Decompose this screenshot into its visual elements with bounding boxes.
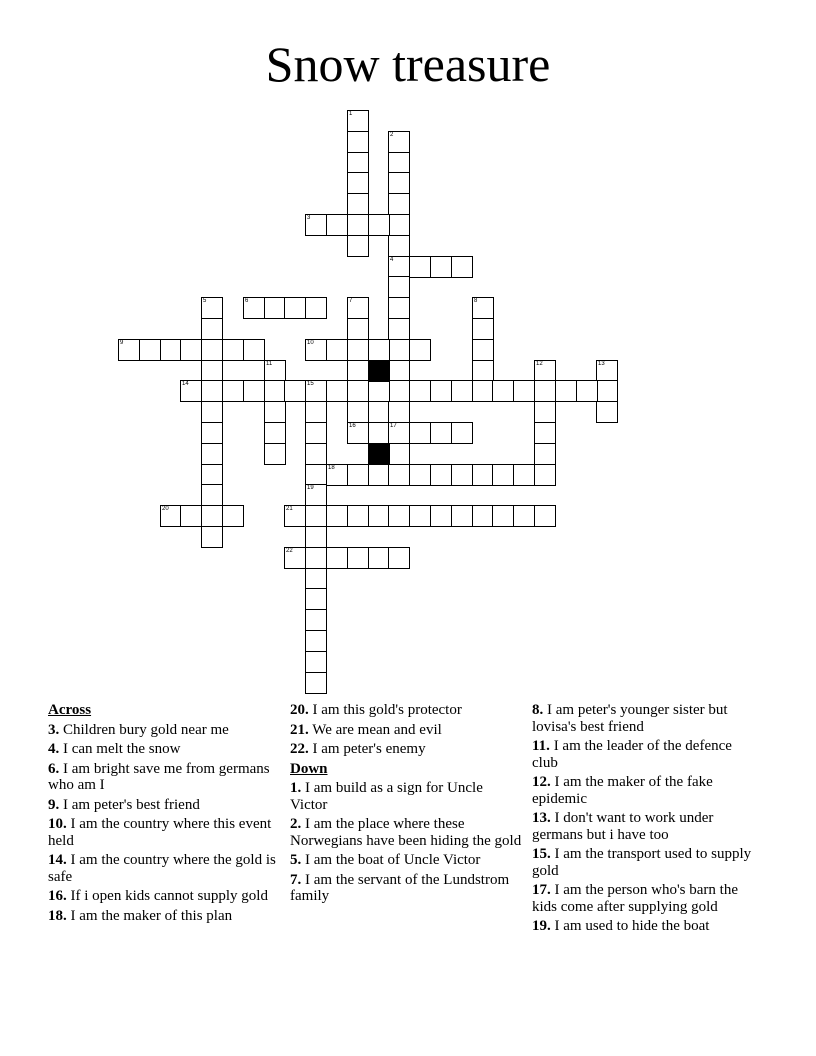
grid-cell[interactable] bbox=[305, 422, 327, 444]
grid-cell[interactable] bbox=[201, 339, 223, 361]
grid-cell[interactable] bbox=[388, 276, 410, 298]
grid-cell[interactable] bbox=[409, 256, 431, 278]
grid-cell[interactable] bbox=[368, 547, 390, 569]
grid-cell[interactable] bbox=[472, 380, 494, 402]
grid-cell[interactable] bbox=[534, 505, 556, 527]
grid-cell[interactable] bbox=[201, 380, 223, 402]
cell-number: 20 bbox=[162, 506, 169, 512]
grid-cell[interactable] bbox=[596, 380, 618, 402]
grid-cell[interactable] bbox=[201, 318, 223, 340]
grid-cell[interactable] bbox=[534, 443, 556, 465]
clue-down-13: 13. I don't want to work under germans but i have too bbox=[532, 810, 714, 843]
grid-cell[interactable] bbox=[347, 235, 369, 257]
cell-number: 10 bbox=[307, 340, 314, 346]
grid-cell[interactable] bbox=[305, 297, 327, 319]
cell-number: 15 bbox=[307, 381, 314, 387]
grid-cell[interactable] bbox=[180, 380, 202, 402]
cell-number: 6 bbox=[245, 298, 249, 304]
clue-down-17: 17. I am the person who's barn the kids come after supplying gold bbox=[532, 882, 738, 915]
grid-cell[interactable] bbox=[347, 172, 369, 194]
clue-across-4: 4. I can melt the snow bbox=[48, 741, 181, 757]
grid-cell[interactable] bbox=[472, 339, 494, 361]
clue-across-16: 16. If i open kids cannot supply gold bbox=[48, 888, 268, 904]
grid-cell[interactable] bbox=[243, 380, 265, 402]
grid-cell[interactable] bbox=[347, 505, 369, 527]
grid-cell[interactable] bbox=[492, 505, 514, 527]
grid-cell[interactable] bbox=[409, 464, 431, 486]
cell-number: 17 bbox=[390, 423, 397, 429]
grid-cell[interactable] bbox=[534, 380, 556, 402]
grid-cell[interactable] bbox=[388, 214, 410, 236]
grid-cell[interactable] bbox=[347, 547, 369, 569]
grid-cell[interactable] bbox=[451, 422, 473, 444]
grid-cell[interactable] bbox=[513, 380, 535, 402]
clues-column-1 bbox=[48, 702, 276, 927]
grid-cell[interactable] bbox=[180, 339, 202, 361]
grid-cell[interactable] bbox=[264, 443, 286, 465]
grid-cell[interactable] bbox=[347, 214, 369, 236]
grid-cell[interactable] bbox=[430, 464, 452, 486]
grid-cell[interactable] bbox=[222, 380, 244, 402]
grid-cell[interactable] bbox=[201, 464, 223, 486]
grid-cell[interactable] bbox=[388, 318, 410, 340]
grid-cell[interactable] bbox=[347, 131, 369, 153]
clue-down-2: 2. I am the place where these Norwegians have been hiding the gold bbox=[290, 816, 522, 849]
clue-across-3: 3. Children bury gold near me bbox=[48, 721, 229, 738]
grid-cell[interactable] bbox=[326, 464, 348, 486]
black-square bbox=[368, 443, 390, 465]
grid-cell[interactable] bbox=[347, 464, 369, 486]
grid-cell[interactable] bbox=[243, 297, 265, 319]
grid-cell[interactable] bbox=[347, 422, 369, 444]
grid-cell[interactable] bbox=[388, 443, 410, 465]
grid-cell[interactable] bbox=[264, 422, 286, 444]
grid-cell[interactable] bbox=[388, 193, 410, 215]
clue-down-12: 12. I am the maker of the fake epidemic bbox=[532, 774, 713, 807]
clue-down-11: 11. I am the leader of the defence club bbox=[532, 738, 732, 771]
grid-cell[interactable] bbox=[368, 214, 390, 236]
grid-cell[interactable] bbox=[409, 380, 431, 402]
grid-cell[interactable] bbox=[326, 339, 348, 361]
grid-cell[interactable] bbox=[284, 505, 306, 527]
grid-cell[interactable] bbox=[409, 505, 431, 527]
grid-cell[interactable] bbox=[326, 214, 348, 236]
grid-cell[interactable] bbox=[492, 380, 514, 402]
clue-down-15: 15. I am the transport used to supply gold bbox=[532, 846, 752, 879]
grid-cell[interactable] bbox=[451, 380, 473, 402]
grid-cell[interactable] bbox=[347, 152, 369, 174]
clues-column-3 bbox=[532, 702, 752, 938]
black-square bbox=[368, 360, 390, 382]
clue-down-8: 8. I am peter's younger sister but lovisa's best friend bbox=[532, 702, 728, 735]
cell-number: 3 bbox=[307, 215, 311, 221]
grid-cell[interactable] bbox=[430, 422, 452, 444]
grid-cell[interactable] bbox=[388, 464, 410, 486]
cell-number: 2 bbox=[390, 132, 394, 138]
grid-cell[interactable] bbox=[472, 464, 494, 486]
grid-cell[interactable] bbox=[201, 401, 223, 423]
down-heading: Down bbox=[290, 760, 328, 777]
grid-cell[interactable] bbox=[472, 360, 494, 382]
grid-cell[interactable] bbox=[305, 214, 327, 236]
grid-cell[interactable] bbox=[388, 422, 410, 444]
grid-cell[interactable] bbox=[388, 360, 410, 382]
clue-down-7: 7. I am the servant of the Lundstrom family bbox=[290, 871, 510, 904]
grid-cell[interactable] bbox=[388, 297, 410, 319]
grid-cell[interactable] bbox=[451, 505, 473, 527]
grid-cell[interactable] bbox=[305, 339, 327, 361]
cell-number: 22 bbox=[286, 548, 293, 554]
grid-cell[interactable] bbox=[492, 464, 514, 486]
grid-cell[interactable] bbox=[472, 505, 494, 527]
grid-cell[interactable] bbox=[555, 380, 577, 402]
grid-cell[interactable] bbox=[513, 464, 535, 486]
grid-cell[interactable] bbox=[409, 422, 431, 444]
grid-cell[interactable] bbox=[201, 443, 223, 465]
grid-cell[interactable] bbox=[409, 339, 431, 361]
grid-cell[interactable] bbox=[388, 547, 410, 569]
cell-number: 18 bbox=[328, 465, 335, 471]
cell-number: 16 bbox=[349, 423, 356, 429]
cell-number: 13 bbox=[598, 361, 605, 367]
grid-cell[interactable] bbox=[576, 380, 598, 402]
grid-cell[interactable] bbox=[347, 297, 369, 319]
grid-cell[interactable] bbox=[472, 318, 494, 340]
grid-cell[interactable] bbox=[264, 380, 286, 402]
grid-cell[interactable] bbox=[305, 401, 327, 423]
cell-number: 21 bbox=[286, 506, 293, 512]
cell-number: 14 bbox=[182, 381, 189, 387]
grid-cell[interactable] bbox=[222, 505, 244, 527]
cell-number: 8 bbox=[474, 298, 478, 304]
clue-across-6: 6. I am bright save me from germans who am I bbox=[48, 760, 270, 793]
grid-cell[interactable] bbox=[139, 339, 161, 361]
grid-cell[interactable] bbox=[430, 256, 452, 278]
grid-cell[interactable] bbox=[201, 526, 223, 548]
clue-across-21: 21. We are mean and evil bbox=[290, 721, 442, 738]
grid-cell[interactable] bbox=[284, 297, 306, 319]
grid-cell[interactable] bbox=[472, 297, 494, 319]
grid-cell[interactable] bbox=[347, 401, 369, 423]
grid-cell[interactable] bbox=[305, 505, 327, 527]
grid-cell[interactable] bbox=[534, 422, 556, 444]
grid-cell[interactable] bbox=[430, 380, 452, 402]
grid-cell[interactable] bbox=[347, 360, 369, 382]
clue-down-1: 1. I am build as a sign for Uncle Victor bbox=[290, 780, 483, 813]
grid-cell[interactable] bbox=[201, 505, 223, 527]
grid-cell[interactable] bbox=[305, 672, 327, 694]
grid-cell[interactable] bbox=[347, 339, 369, 361]
grid-cell[interactable] bbox=[388, 380, 410, 402]
clue-across-22: 22. I am peter's enemy bbox=[290, 741, 426, 757]
cell-number: 1 bbox=[349, 111, 353, 117]
clue-down-19: 19. I am used to hide the boat bbox=[532, 918, 710, 934]
grid-cell[interactable] bbox=[388, 235, 410, 257]
clue-across-9: 9. I am peter's best friend bbox=[48, 796, 200, 813]
grid-cell[interactable] bbox=[368, 339, 390, 361]
grid-cell[interactable] bbox=[430, 505, 452, 527]
grid-cell[interactable] bbox=[264, 297, 286, 319]
grid-cell[interactable] bbox=[264, 360, 286, 382]
grid-cell[interactable] bbox=[388, 256, 410, 278]
grid-cell[interactable] bbox=[388, 131, 410, 153]
cell-number: 11 bbox=[266, 361, 273, 367]
grid-cell[interactable] bbox=[201, 422, 223, 444]
grid-cell[interactable] bbox=[368, 505, 390, 527]
grid-cell[interactable] bbox=[388, 152, 410, 174]
grid-cell[interactable] bbox=[305, 464, 327, 486]
grid-cell[interactable] bbox=[264, 401, 286, 423]
cell-number: 12 bbox=[536, 361, 543, 367]
grid-cell[interactable] bbox=[305, 443, 327, 465]
grid-cell[interactable] bbox=[305, 484, 327, 506]
grid-cell[interactable] bbox=[451, 256, 473, 278]
grid-cell[interactable] bbox=[368, 422, 390, 444]
grid-cell[interactable] bbox=[305, 380, 327, 402]
grid-cell[interactable] bbox=[368, 380, 390, 402]
grid-cell[interactable] bbox=[201, 360, 223, 382]
grid-cell[interactable] bbox=[305, 609, 327, 631]
clue-across-10: 10. I am the country where this event held bbox=[48, 816, 272, 849]
cell-number: 9 bbox=[120, 340, 124, 346]
grid-cell[interactable] bbox=[596, 401, 618, 423]
grid-cell[interactable] bbox=[284, 380, 306, 402]
cell-number: 5 bbox=[203, 298, 207, 304]
grid-cell[interactable] bbox=[160, 339, 182, 361]
grid-cell[interactable] bbox=[347, 110, 369, 132]
grid-cell[interactable] bbox=[326, 547, 348, 569]
grid-cell[interactable] bbox=[388, 339, 410, 361]
grid-cell[interactable] bbox=[305, 526, 327, 548]
grid-cell[interactable] bbox=[305, 588, 327, 610]
clue-across-18: 18. I am the maker of this plan bbox=[48, 907, 233, 924]
grid-cell[interactable] bbox=[388, 401, 410, 423]
grid-cell[interactable] bbox=[596, 360, 618, 382]
grid-cell[interactable] bbox=[305, 568, 327, 590]
grid-cell[interactable] bbox=[201, 297, 223, 319]
grid-cell[interactable] bbox=[305, 630, 327, 652]
grid-cell[interactable] bbox=[160, 505, 182, 527]
grid-cell[interactable] bbox=[284, 547, 306, 569]
grid-cell[interactable] bbox=[347, 380, 369, 402]
clue-down-5: 5. I am the boat of Uncle Victor bbox=[290, 852, 481, 868]
clue-across-14: 14. I am the country where the gold is safe bbox=[48, 852, 276, 885]
grid-cell[interactable] bbox=[388, 505, 410, 527]
across-heading: Across bbox=[48, 702, 92, 718]
grid-cell[interactable] bbox=[368, 464, 390, 486]
grid-cell[interactable] bbox=[347, 193, 369, 215]
page-title: Snow treasure bbox=[265, 36, 551, 92]
grid-cell[interactable] bbox=[201, 484, 223, 506]
grid-cell[interactable] bbox=[388, 172, 410, 194]
grid-cell[interactable] bbox=[305, 547, 327, 569]
grid-cell[interactable] bbox=[513, 505, 535, 527]
grid-cell[interactable] bbox=[222, 339, 244, 361]
grid-cell[interactable] bbox=[305, 651, 327, 673]
cell-number: 4 bbox=[390, 257, 394, 263]
grid-cell[interactable] bbox=[347, 318, 369, 340]
grid-cell[interactable] bbox=[180, 505, 202, 527]
grid-cell[interactable] bbox=[534, 360, 556, 382]
grid-cell[interactable] bbox=[326, 505, 348, 527]
grid-cell[interactable] bbox=[534, 401, 556, 423]
grid-cell[interactable] bbox=[243, 339, 265, 361]
grid-cell[interactable] bbox=[534, 464, 556, 486]
grid-cell[interactable] bbox=[326, 380, 348, 402]
cell-number: 19 bbox=[307, 485, 314, 491]
grid-cell[interactable] bbox=[451, 464, 473, 486]
grid-cell[interactable] bbox=[118, 339, 140, 361]
cell-number: 7 bbox=[349, 298, 353, 304]
clues-column-2 bbox=[290, 702, 522, 908]
clue-across-20: 20. I am this gold's protector bbox=[290, 702, 462, 718]
